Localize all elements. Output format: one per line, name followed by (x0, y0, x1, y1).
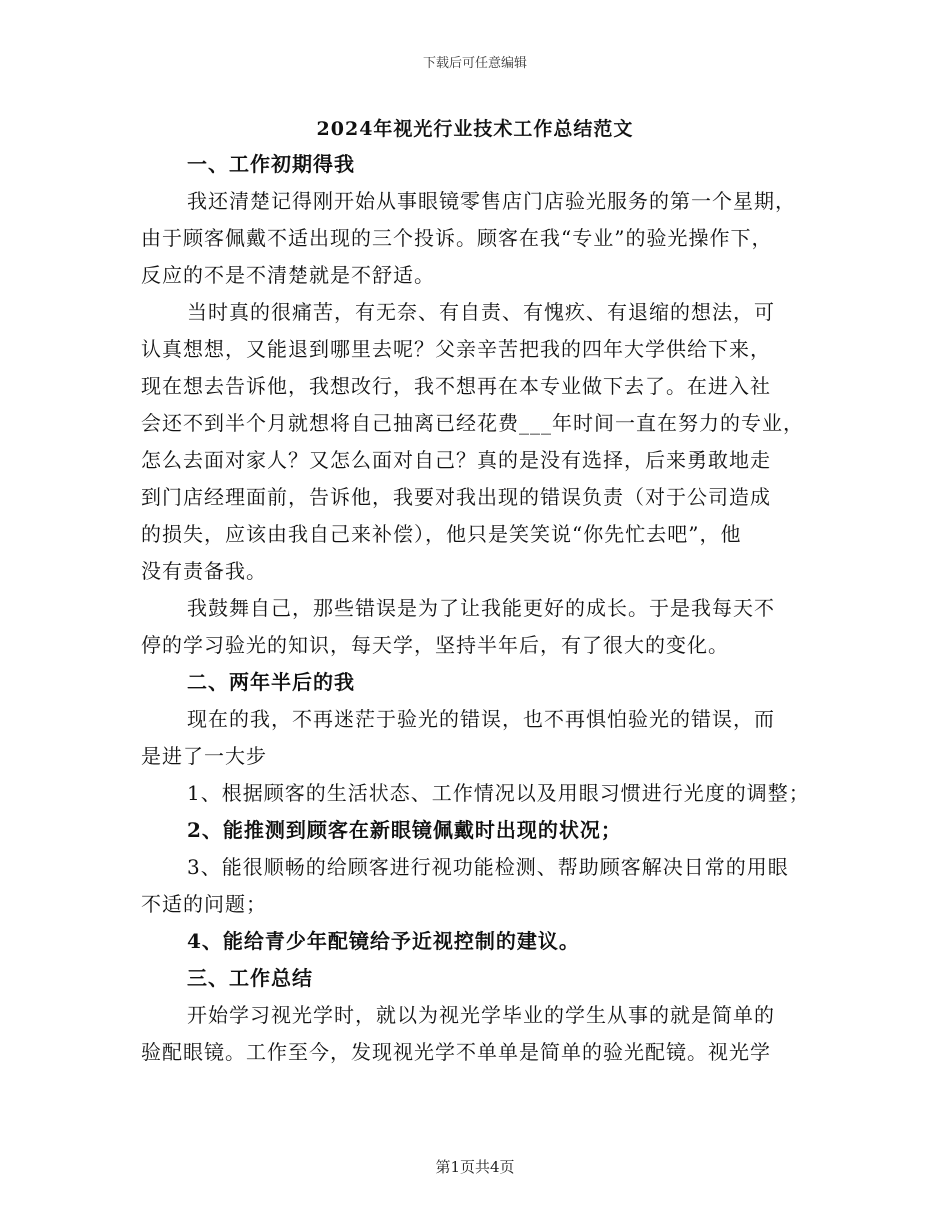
text-line: 怎么去面对家人？又怎么面对自己？真的是没有选择，后来勇敢地走 (141, 448, 771, 472)
text-line: 是进了一大步 (141, 744, 267, 768)
text-line: 认真想想，又能退到哪里去呢？父亲辛苦把我的四年大学供给下来， (141, 337, 771, 361)
page-footer: 第1页共4页 (435, 1158, 515, 1176)
text-line: 验配眼镜。工作至今，发现视光学不单单是简单的验光配镜。视光学 (141, 1040, 771, 1064)
text-line: 停的学习验光的知识，每天学，坚持半年后，有了很大的变化。 (141, 633, 729, 657)
section-heading: 一、工作初期得我 (187, 152, 355, 176)
text-line: 没有责备我。 (141, 559, 267, 583)
text-line: 的损失，应该由我自己来补偿），他只是笑笑说“你先忙去吧”，他 (141, 522, 742, 546)
text-line: 现在的我，不再迷茫于验光的错误，也不再惧怕验光的错误，而 (187, 707, 775, 731)
document-title: 2024年视光行业技术工作总结范文 (316, 118, 634, 140)
page-header: 下载后可任意编辑 (422, 56, 527, 71)
document-body (141, 146, 813, 1071)
text-line: 由于顾客佩戴不适出现的三个投诉。顾客在我“专业”的验光操作下， (141, 226, 773, 250)
section-heading: 三、工作总结 (187, 966, 313, 990)
text-line: 会还不到半个月就想将自己抽离已经花费___年时间一直在努力的专业， (141, 411, 804, 435)
section-heading: 4、能给青少年配镜给予近视控制的建议。 (187, 929, 580, 953)
section-heading: 二、两年半后的我 (187, 670, 355, 694)
text-line: 现在想去告诉他，我想改行，我不想再在本专业做下去了。在进入社 (141, 374, 771, 398)
text-line: 当时真的很痛苦，有无奈、有自责、有愧疚、有退缩的想法，可 (187, 300, 775, 324)
text-line: 反应的不是不清楚就是不舒适。 (141, 263, 435, 287)
text-line: 我鼓舞自己，那些错误是为了让我能更好的成长。于是我每天不 (187, 596, 775, 620)
text-line: 到门店经理面前，告诉他，我要对我出现的错误负责（对于公司造成 (141, 485, 771, 509)
text-line: 开始学习视光学时，就以为视光学毕业的学生从事的就是简单的 (187, 1003, 775, 1027)
text-line: 1、根据顾客的生活状态、工作情况以及用眼习惯进行光度的调整； (187, 781, 810, 805)
text-line: 不适的问题； (141, 892, 267, 916)
section-heading: 2、能推测到顾客在新眼镜佩戴时出现的状况； (187, 818, 622, 842)
text-line: 我还清楚记得刚开始从事眼镜零售店门店验光服务的第一个星期， (187, 189, 796, 213)
text-line: 3、能很顺畅的给顾客进行视功能检测、帮助顾客解决日常的用眼 (187, 855, 789, 879)
